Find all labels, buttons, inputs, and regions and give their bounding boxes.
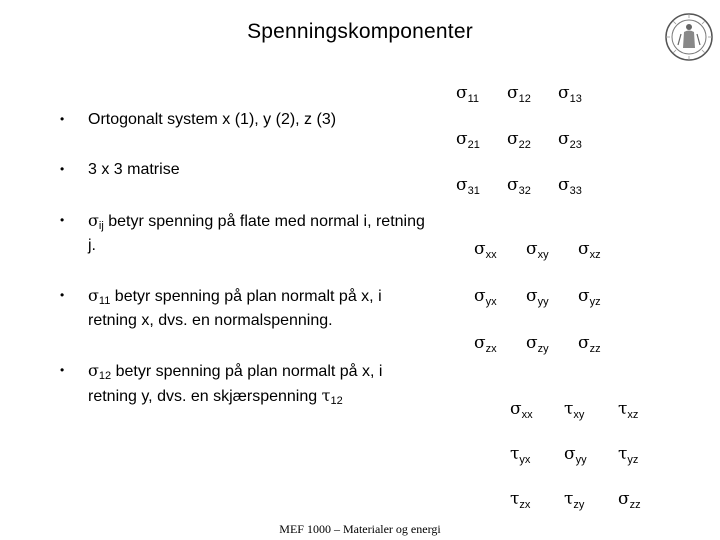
subscript: 12 xyxy=(330,395,343,407)
matrix-cell xyxy=(618,489,641,511)
subscript: yy xyxy=(575,454,587,466)
tau-symbol: τ xyxy=(564,399,574,419)
sigma-symbol: σ xyxy=(618,489,630,509)
matrix-cell xyxy=(558,129,582,151)
matrix-cell xyxy=(507,129,531,151)
bullet-dot: • xyxy=(60,162,65,176)
sigma-symbol: σ xyxy=(456,129,468,149)
subscript: xx xyxy=(485,249,497,261)
subscript: xz xyxy=(589,249,601,261)
university-seal-icon xyxy=(664,10,714,64)
sigma-symbol: σ xyxy=(564,444,576,464)
subscript: 11 xyxy=(98,295,111,307)
bullet-text: $\sigma_{ij}$ betyr spenning på flate med normal i, retning j. xyxy=(88,211,425,254)
matrix-cell xyxy=(456,175,480,197)
subscript: xy xyxy=(537,249,549,261)
tau-symbol: τ xyxy=(510,444,520,464)
tau-symbol: τ xyxy=(510,489,520,509)
matrix-cell xyxy=(558,175,582,197)
sigma-symbol: σ xyxy=(507,129,519,149)
tau-symbol: τ xyxy=(618,444,628,464)
bullet-dot: • xyxy=(60,288,65,302)
bullet-text: $\sigma_{11}$ betyr spenning på plan normalt på x, i retning x, dvs. en normalspenning. xyxy=(88,286,382,329)
bullet-text: 3 x 3 matrise xyxy=(88,161,180,178)
matrix-cell xyxy=(474,239,497,261)
matrix-cell xyxy=(510,489,530,511)
sigma-symbol: σ xyxy=(88,211,99,230)
matrix-cell xyxy=(526,286,549,308)
subscript: yx xyxy=(519,454,531,466)
subscript: 12 xyxy=(518,93,531,105)
matrix-cell xyxy=(618,399,638,421)
matrix-cell xyxy=(578,286,601,308)
sigma-symbol: σ xyxy=(510,399,522,419)
matrix-cell xyxy=(526,239,549,261)
subscript: yx xyxy=(485,296,497,308)
subscript: 12 xyxy=(98,370,112,382)
subscript: yy xyxy=(537,296,549,308)
bullet-dot: • xyxy=(60,213,65,227)
matrix-cell xyxy=(510,399,533,421)
sigma-symbol: σ xyxy=(507,175,519,195)
matrix-cell xyxy=(456,83,479,105)
matrix-cell xyxy=(526,333,549,355)
subscript: 23 xyxy=(569,139,582,151)
subscript: ij xyxy=(98,220,104,232)
subscript: xy xyxy=(573,409,585,421)
matrix-cell xyxy=(564,399,584,421)
sigma-symbol: σ xyxy=(558,175,570,195)
subscript: yz xyxy=(589,296,601,308)
slide-title: Spenningskomponenter xyxy=(247,20,473,43)
subscript: 33 xyxy=(569,185,582,197)
matrix-cell xyxy=(474,286,497,308)
matrix-cell xyxy=(507,175,531,197)
sigma-symbol: σ xyxy=(526,333,538,353)
bullet-dot: • xyxy=(60,112,65,126)
sigma-symbol: σ xyxy=(578,239,590,259)
subscript: 22 xyxy=(518,139,531,151)
sigma-symbol: σ xyxy=(456,175,468,195)
sigma-symbol: σ xyxy=(456,83,468,103)
matrix-cell xyxy=(510,444,530,466)
sigma-symbol: σ xyxy=(88,361,99,380)
subscript: 31 xyxy=(467,185,480,197)
subscript: zy xyxy=(573,499,585,511)
bullet-text: Ortogonalt system x (1), y (2), z (3) xyxy=(88,111,337,128)
slide-footer: MEF 1000 – Materialer og energi xyxy=(279,522,441,536)
subscript: yz xyxy=(627,454,639,466)
matrix-cell xyxy=(456,129,480,151)
matrix-cell xyxy=(578,239,601,261)
subscript: zy xyxy=(537,343,549,355)
tau-symbol: τ xyxy=(321,386,331,405)
sigma-symbol: σ xyxy=(578,333,590,353)
matrix-cell xyxy=(564,444,587,466)
subscript: 32 xyxy=(518,185,531,197)
sigma-symbol: σ xyxy=(507,83,519,103)
subscript: zx xyxy=(485,343,497,355)
sigma-symbol: σ xyxy=(474,286,486,306)
subscript: zz xyxy=(589,343,601,355)
subscript: xz xyxy=(627,409,639,421)
bullet-dot: • xyxy=(60,363,65,377)
subscript: zx xyxy=(519,499,531,511)
tau-symbol: τ xyxy=(618,399,628,419)
sigma-symbol: σ xyxy=(88,286,99,305)
tau-symbol: τ xyxy=(564,489,574,509)
sigma-symbol: σ xyxy=(526,239,538,259)
subscript: 11 xyxy=(467,93,480,105)
matrix-cell xyxy=(618,444,638,466)
sigma-symbol: σ xyxy=(558,83,570,103)
bullet-text: $\sigma_{12}$ betyr spenning på plan normalt på x, i retning y, dvs. en skjærspenning $\tau_{12}$ xyxy=(88,361,383,407)
sigma-symbol: σ xyxy=(558,129,570,149)
sigma-symbol: σ xyxy=(526,286,538,306)
subscript: 21 xyxy=(467,139,480,151)
matrix-cell xyxy=(558,83,582,105)
subscript: xx xyxy=(521,409,533,421)
sigma-symbol: σ xyxy=(474,333,486,353)
sigma-symbol: σ xyxy=(578,286,590,306)
matrix-cell xyxy=(507,83,531,105)
subscript: 13 xyxy=(569,93,582,105)
matrix-cell xyxy=(474,333,497,355)
subscript: zz xyxy=(629,499,641,511)
sigma-symbol: σ xyxy=(474,239,486,259)
matrix-cell xyxy=(578,333,601,355)
matrix-cell xyxy=(564,489,584,511)
